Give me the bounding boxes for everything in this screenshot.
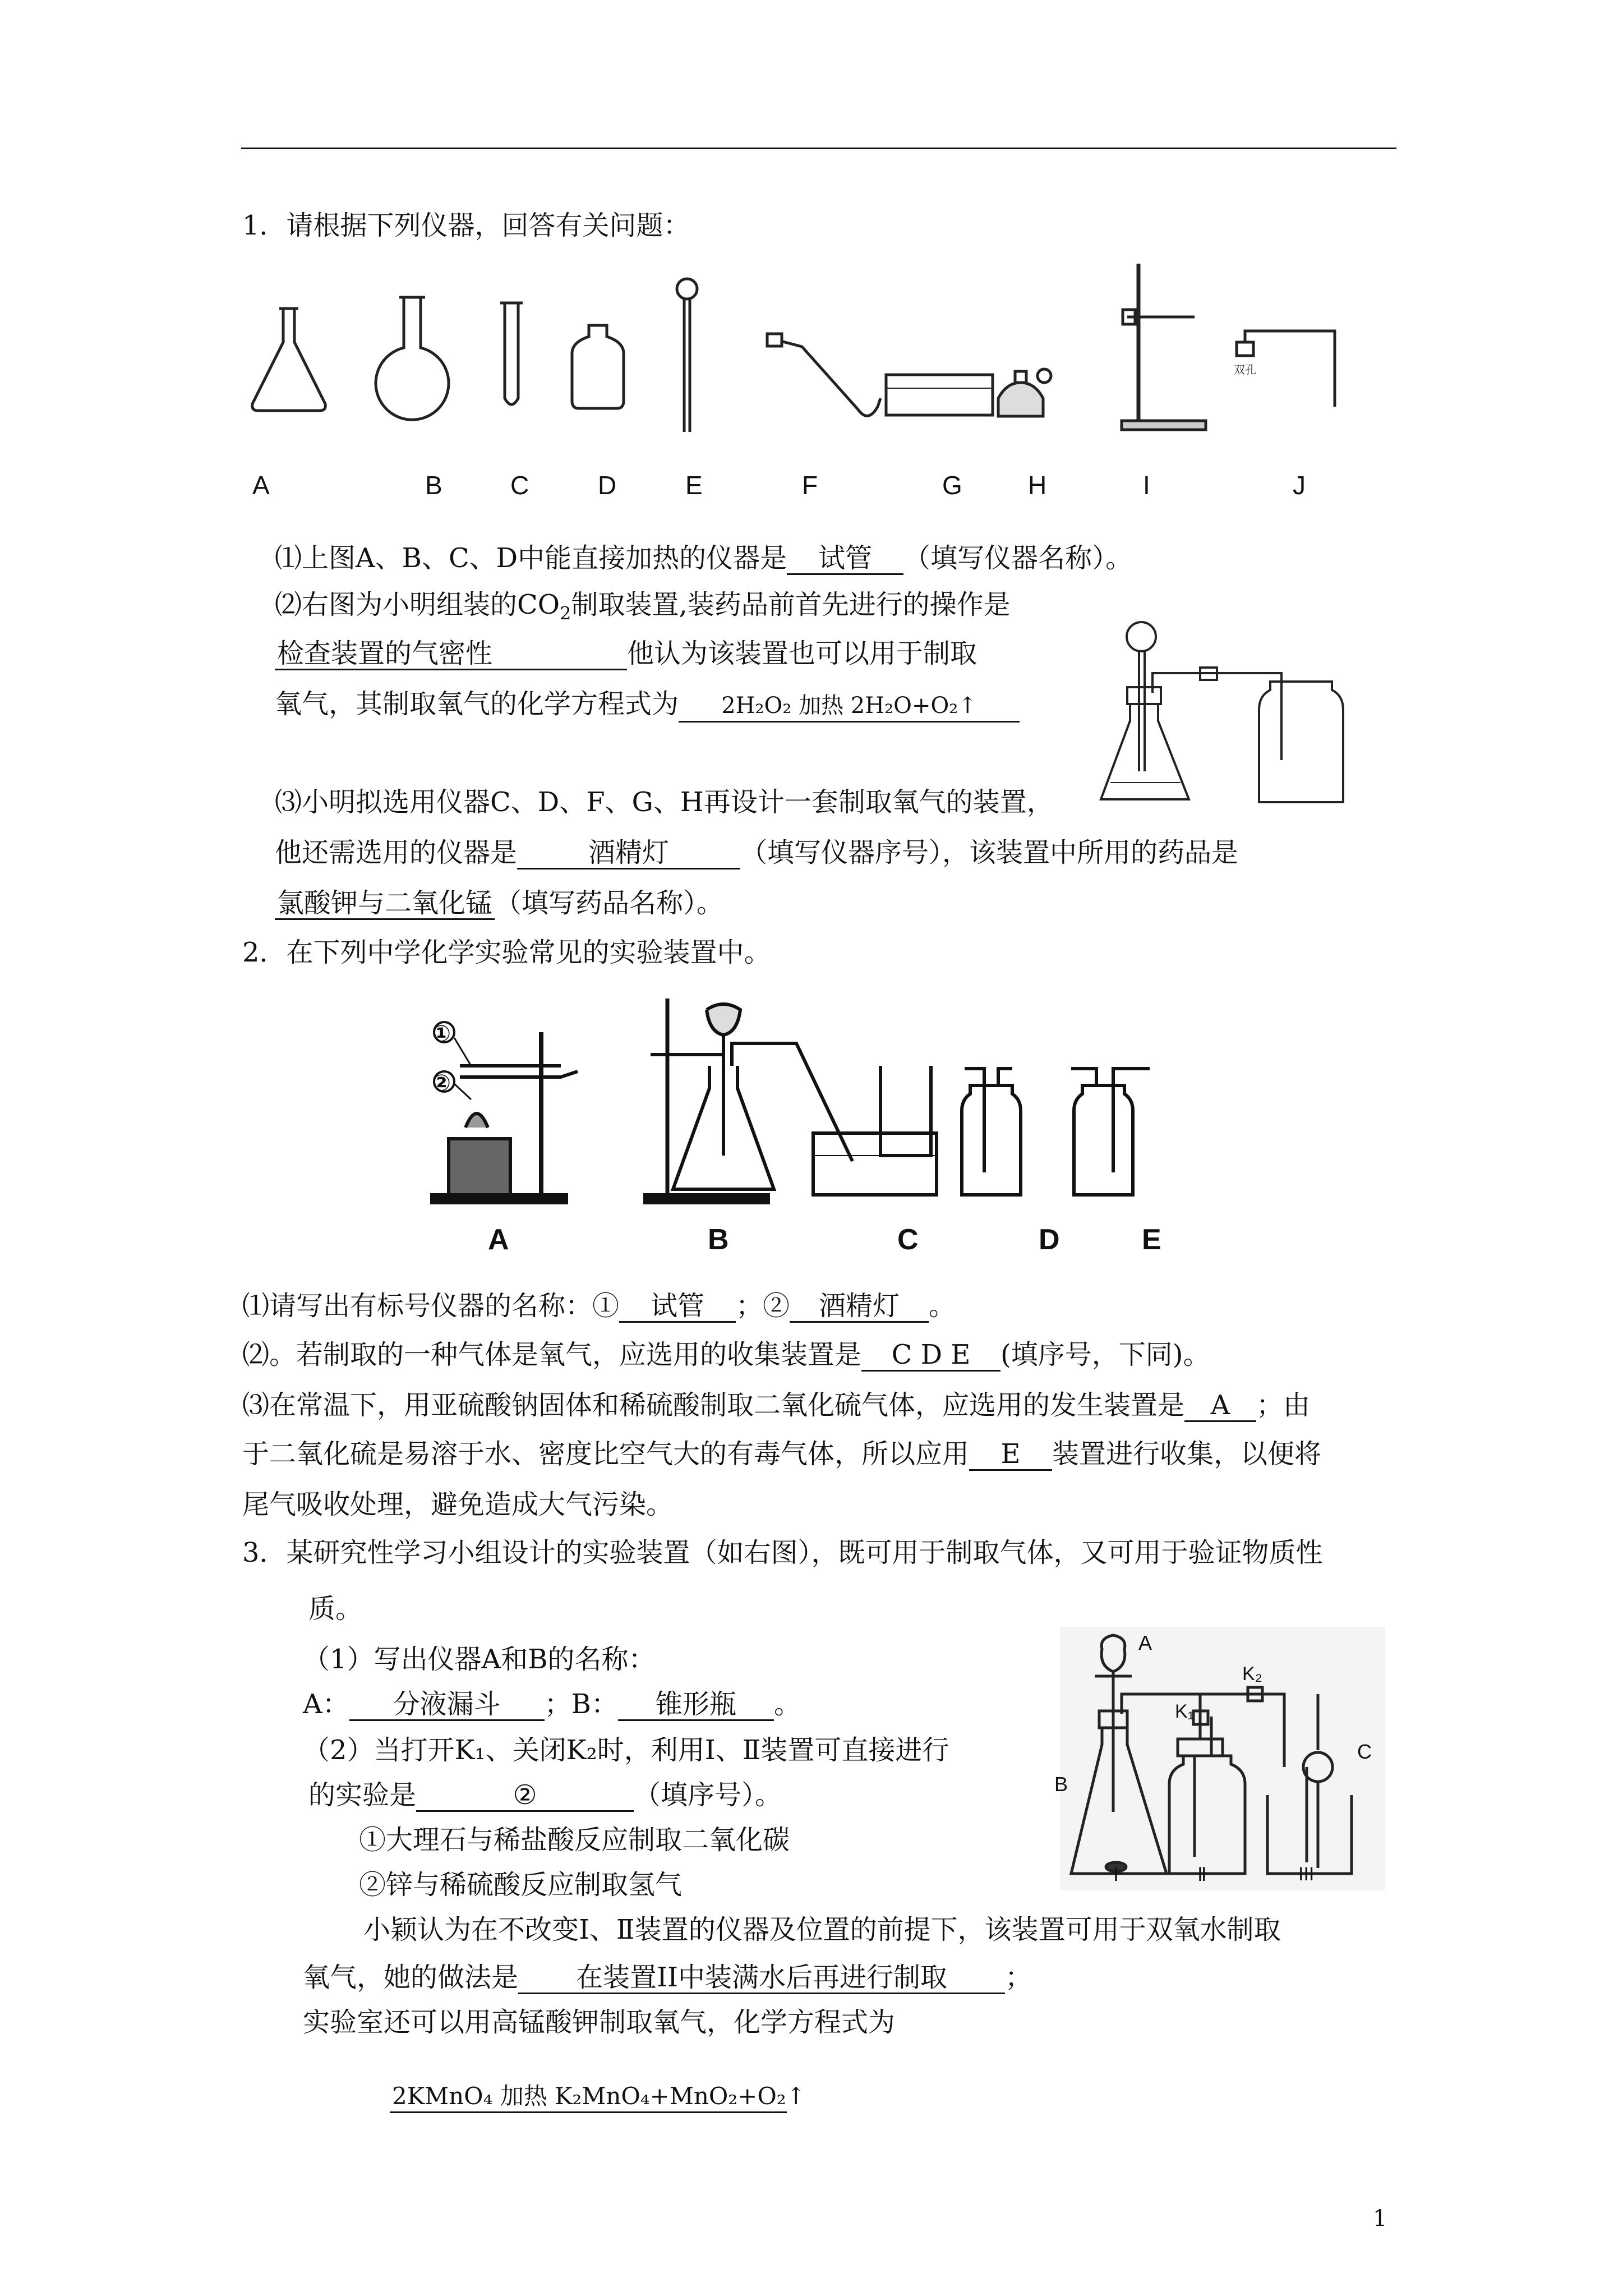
- svg-text:双孔: 双孔: [1234, 363, 1256, 376]
- q3-equation: 2KMnO₄ 加热 K₂MnO₄+MnO₂+O₂↑: [390, 2078, 787, 2113]
- q1-answer1: 试管: [787, 543, 903, 575]
- q3-part1: （1）写出仪器A和B的名称：: [303, 1644, 656, 1675]
- alcohol-lamp-icon: [998, 369, 1051, 416]
- q3-part2-line1: （2）当打开K₁、关闭K₂时，利用Ⅰ、Ⅱ装置可直接进行: [303, 1734, 949, 1766]
- q3-fig-label-k2: K₂: [1242, 1663, 1262, 1685]
- q1-label-h: H: [1028, 471, 1047, 500]
- q2-label-c: C: [897, 1223, 919, 1256]
- test-tube-icon: [500, 303, 523, 404]
- q2-apparatus-figure: [426, 987, 1211, 1223]
- co2-setup-figure: [1096, 620, 1360, 811]
- q3-option1: ①大理石与稀盐酸反应制取二氧化碳: [359, 1824, 790, 1856]
- q1-part3-line1: ⑶小明拟选用仪器C、D、F、G、H再设计一套制取氧气的装置，: [275, 786, 1054, 818]
- apparatus-d-icon: [962, 1069, 1021, 1195]
- water-trough-icon: [886, 375, 993, 415]
- q3-stem-line2: 质。: [308, 1593, 363, 1625]
- q2-answer1: 试管: [619, 1291, 736, 1323]
- q3-stem-line1: 3．某研究性学习小组设计的实验装置（如右图），既可用于制取气体，又可用于验证物质性: [242, 1537, 1323, 1568]
- q3-fig-label-k1: K₁: [1175, 1701, 1195, 1722]
- q2-part3-line3: 尾气吸收处理，避免造成大气污染。: [242, 1489, 674, 1520]
- q3-fig-label-iii: III: [1298, 1864, 1315, 1885]
- q1-answer4: 氯酸钾与二氧化锰: [275, 888, 495, 920]
- q3-fig-label-b: B: [1054, 1773, 1068, 1796]
- round-flask-icon: [376, 297, 449, 420]
- q3-fig-label-c: C: [1357, 1740, 1372, 1763]
- q1-answer2: 检查装置的气密性: [275, 638, 627, 670]
- stopper-tube-icon: [1234, 331, 1335, 407]
- q2-label-d: D: [1039, 1223, 1060, 1256]
- q2-part3-line2: 于二氧化硫是易溶于水、密度比空气大的有毒气体，所以应用 E 装置进行收集，以便将: [242, 1438, 1322, 1470]
- q1-part1: ⑴上图A、B、C、D中能直接加热的仪器是 试管 （填写仪器名称）。: [275, 542, 1133, 574]
- q3-option2: ②锌与稀硫酸反应制取氢气: [359, 1869, 683, 1901]
- q1-label-g: G: [942, 471, 962, 500]
- q1-answer3: 酒精灯: [517, 838, 740, 869]
- q1-part3-line3: 氯酸钾与二氧化锰（填写药品名称）。: [275, 886, 723, 920]
- q2-mark-1: ①: [432, 1022, 451, 1046]
- q1-label-a: A: [252, 471, 270, 500]
- q3-part3-line1: 小颖认为在不改变Ⅰ、Ⅱ装置的仪器及位置的前提下，该装置可用于双氧水制取: [363, 1914, 1281, 1945]
- q1-label-j: J: [1293, 471, 1306, 500]
- q2-label-b: B: [708, 1223, 729, 1256]
- apparatus-c-icon: [785, 1043, 937, 1195]
- q1-label-f: F: [802, 471, 818, 500]
- q3-fig-label-i: Ⅰ: [1113, 1864, 1119, 1885]
- q1-label-e: E: [685, 471, 703, 500]
- q2-stem: 2．在下列中学化学实验常见的实验装置中。: [242, 937, 771, 968]
- q3-fig-label-ii: Ⅱ: [1197, 1864, 1207, 1885]
- q1-apparatus-figure: [241, 264, 1396, 443]
- q3-answer-3: 在装置II中装满水后再进行制取: [518, 1962, 1005, 1994]
- q2-part1: ⑴请写出有标号仪器的名称：① 试管 ；② 酒精灯 。: [242, 1290, 956, 1322]
- q3-fig-label-a: A: [1138, 1631, 1152, 1654]
- q2-label-e: E: [1142, 1223, 1161, 1256]
- apparatus-a-icon: [432, 1022, 578, 1203]
- q1-part2-line1: ⑵右图为小明组装的$CO_2$制取装置,装药品前首先进行的操作是: [275, 589, 1011, 624]
- apparatus-b-icon: [645, 999, 785, 1203]
- q2-mark-2: ②: [432, 1071, 451, 1096]
- q1-label-c: C: [510, 471, 529, 500]
- q2-answer4: A: [1184, 1390, 1256, 1422]
- q3-answer-a: 分液漏斗: [349, 1689, 545, 1721]
- q1-label-i: I: [1143, 471, 1150, 500]
- apparatus-e-icon: [1071, 1069, 1150, 1195]
- bent-delivery-tube-icon: [767, 334, 880, 416]
- header-rule: [241, 148, 1396, 149]
- long-neck-funnel-icon: [677, 279, 697, 432]
- q2-answer3: C D E: [861, 1340, 1000, 1372]
- q1-part2-line2: 检查装置的气密性 他认为该装置也可以用于制取: [275, 637, 977, 670]
- q2-label-a: A: [488, 1223, 509, 1256]
- q2-answer2: 酒精灯: [790, 1291, 929, 1323]
- q3-answer-2: ②: [416, 1780, 634, 1812]
- q1-part2-line3: 氧气，其制取氧气的化学方程式为 2H₂O₂ 加热 2H₂O+O₂↑: [275, 687, 1020, 723]
- q1-label-d: D: [598, 471, 617, 500]
- q3-part2-line2: 的实验是 ② （填序号）。: [308, 1779, 782, 1811]
- q2-answer5: E: [969, 1439, 1052, 1471]
- q2-part2: ⑵。若制取的一种气体是氧气，应选用的收集装置是 C D E (填序号，下同)。: [242, 1339, 1210, 1370]
- conical-flask-icon: [252, 309, 326, 411]
- iron-stand-icon: [1122, 264, 1206, 430]
- gas-bottle-icon: [572, 325, 624, 408]
- q1-part3-line2: 他还需选用的仪器是 酒精灯 （填写仪器序号），该装置中所用的药品是: [275, 837, 1239, 868]
- page-number: 1: [1373, 2206, 1387, 2231]
- q3-part3-line2: 氧气，她的做法是 在装置II中装满水后再进行制取 ；: [303, 1962, 1032, 1993]
- q1-label-b: B: [425, 471, 442, 500]
- q3-apparatus-figure: [1060, 1627, 1385, 1890]
- q2-part3-line1: ⑶在常温下，用亚硫酸钠固体和稀硫酸制取二氧化硫气体，应选用的发生装置是 A ；由: [242, 1389, 1311, 1421]
- q3-part4: 实验室还可以用高锰酸钾制取氧气，化学方程式为: [303, 2007, 896, 2038]
- q3-answer-b: 锥形瓶: [618, 1689, 774, 1721]
- q3-part1-answers: A： 分液漏斗 ；B： 锥形瓶 。: [303, 1688, 801, 1720]
- q1-stem: 1．请根据下列仪器，回答有关问题：: [242, 210, 690, 241]
- q1-equation: 2H₂O₂ 加热 2H₂O+O₂↑: [679, 691, 1020, 723]
